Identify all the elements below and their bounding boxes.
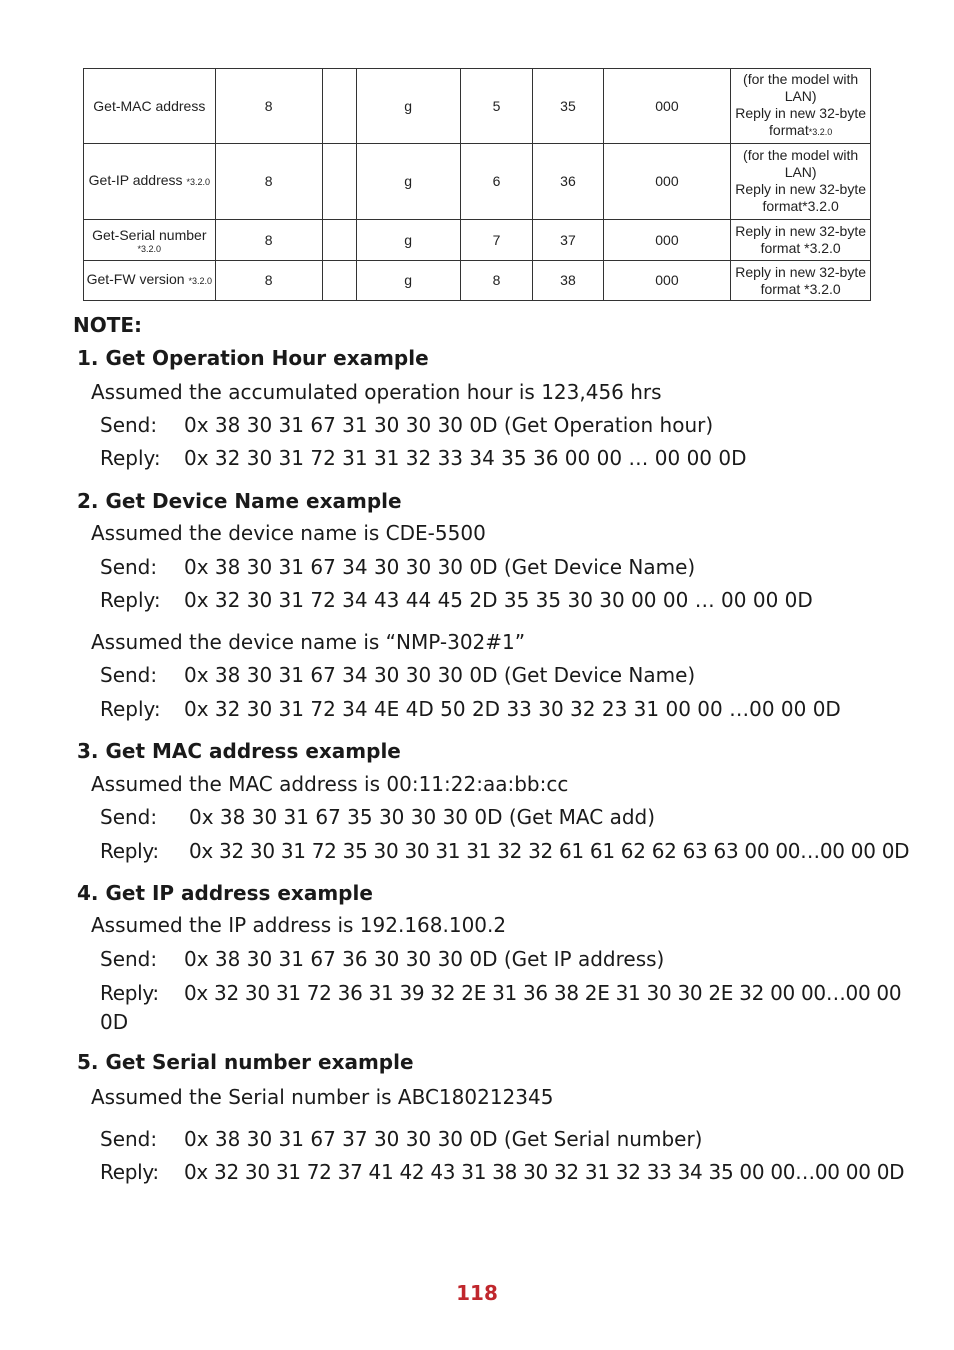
send-line: Send: 0x 38 30 31 67 37 30 30 30 0D (Get Serial number) — [100, 1127, 703, 1151]
reply-format-cell: Reply in new 32-byte format *3.2.0 — [731, 261, 871, 301]
table-cell: g — [356, 144, 460, 220]
table-cell: 7 — [460, 220, 533, 261]
send-line: Send: 0x 38 30 31 67 36 30 30 30 0D (Get IP address) — [100, 947, 665, 971]
table-cell — [322, 144, 356, 220]
table-cell: 000 — [603, 144, 731, 220]
table-cell — [322, 220, 356, 261]
section-title: 2. Get Device Name example — [77, 489, 402, 513]
reply-line: Reply: 0x 32 30 31 72 35 30 30 31 31 32 32 61 61 62 62 63 63 00 00…00 00 0D — [100, 839, 910, 863]
table-row — [84, 261, 871, 301]
assumption-text: Assumed the device name is “NMP-302#1” — [91, 630, 526, 654]
send-line: Send: 0x 38 30 31 67 34 30 30 30 0D (Get Device Name) — [100, 555, 696, 579]
table-cell: 8 — [215, 261, 322, 301]
table-cell: 000 — [603, 220, 731, 261]
reply-line: Reply: 0x 32 30 31 72 31 31 32 33 34 35 36 00 00 … 00 00 0D — [100, 446, 747, 470]
section-title: 1. Get Operation Hour example — [77, 346, 429, 370]
assumption-text: Assumed the IP address is 192.168.100.2 — [91, 913, 507, 937]
command-name-cell: Get-Serial number *3.2.0 — [84, 220, 216, 261]
reply-format-cell: Reply in new 32-byte format *3.2.0 — [731, 220, 871, 261]
table-cell: 000 — [603, 261, 731, 301]
reply-line: Reply: 0x 32 30 31 72 34 43 44 45 2D 35 35 30 30 00 00 … 00 00 0D — [100, 588, 813, 612]
assumption-text: Assumed the device name is CDE-5500 — [91, 521, 486, 545]
table-cell: 6 — [460, 144, 533, 220]
send-line: Send: 0x 38 30 31 67 31 30 30 30 0D (Get Operation hour) — [100, 413, 714, 437]
table-row — [84, 220, 871, 261]
reply-line: Reply: 0x 32 30 31 72 37 41 42 43 31 38 30 32 31 32 33 34 35 00 00…00 00 0D — [100, 1160, 905, 1184]
send-line: Send: 0x 38 30 31 67 35 30 30 30 0D (Get MAC add) — [100, 805, 656, 829]
command-table — [83, 68, 871, 301]
table-cell: g — [356, 69, 460, 144]
table-cell: 8 — [460, 261, 533, 301]
table-cell: g — [356, 261, 460, 301]
table-cell — [322, 69, 356, 144]
reply-line: Reply: 0x 32 30 31 72 36 31 39 32 2E 31 36 38 2E 31 30 30 2E 32 00 00…00 00 — [100, 981, 902, 1005]
reply-format-cell: (for the model with LAN) Reply in new 32-byte format*3.2.0 — [731, 69, 871, 144]
table-cell: g — [356, 220, 460, 261]
command-name-cell: Get-IP address *3.2.0 — [84, 144, 216, 220]
table-cell: 000 — [603, 69, 731, 144]
table-cell: 37 — [533, 220, 603, 261]
send-line: Send: 0x 38 30 31 67 34 30 30 30 0D (Get Device Name) — [100, 663, 696, 687]
section-title: 3. Get MAC address example — [77, 739, 401, 763]
section-title: 4. Get IP address example — [77, 881, 373, 905]
reply-line: Reply: 0x 32 30 31 72 34 4E 4D 50 2D 33 30 32 23 31 00 00 …00 00 0D — [100, 697, 841, 721]
table-cell: 8 — [215, 69, 322, 144]
note-label: NOTE: — [73, 313, 143, 337]
table-cell: 8 — [215, 144, 322, 220]
reply-format-cell: (for the model with LAN) Reply in new 32-byte format*3.2.0 — [731, 144, 871, 220]
table-cell: 5 — [460, 69, 533, 144]
table-cell — [322, 261, 356, 301]
assumption-text: Assumed the accumulated operation hour is 123,456 hrs — [91, 380, 662, 404]
page-number: 118 — [456, 1281, 498, 1305]
reply-continuation: 0D — [100, 1010, 129, 1034]
table-row — [84, 144, 871, 220]
section-title: 5. Get Serial number example — [77, 1050, 414, 1074]
assumption-text: Assumed the Serial number is ABC180212345 — [91, 1085, 554, 1109]
table-row — [84, 69, 871, 144]
command-name-cell: Get-MAC address — [84, 69, 216, 144]
table-cell: 35 — [533, 69, 603, 144]
assumption-text: Assumed the MAC address is 00:11:22:aa:bb:cc — [91, 772, 569, 796]
table-cell: 8 — [215, 220, 322, 261]
table-cell: 38 — [533, 261, 603, 301]
command-name-cell: Get-FW version *3.2.0 — [84, 261, 216, 301]
table-cell: 36 — [533, 144, 603, 220]
